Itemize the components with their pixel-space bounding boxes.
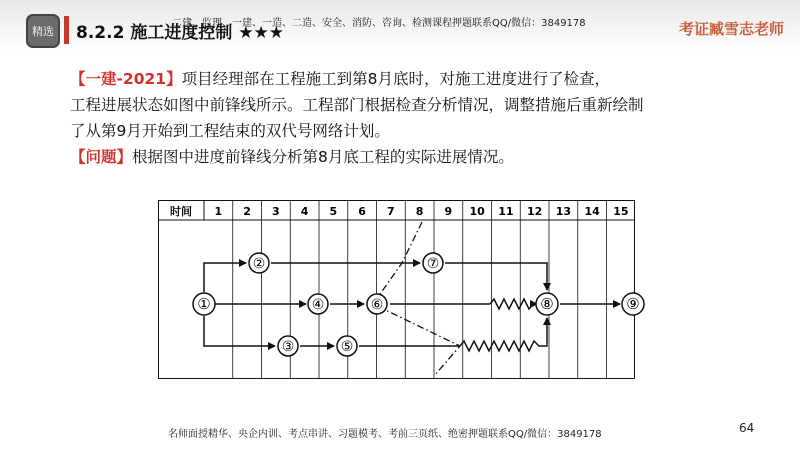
question-tag: 【一建-2021】 <box>70 70 182 88</box>
logo-text: 精选 <box>32 25 54 38</box>
node-3-label: ③ <box>281 339 295 355</box>
month-label: 10 <box>469 205 485 218</box>
question-line-1 <box>70 66 760 92</box>
month-label: 3 <box>272 205 280 218</box>
node-7 <box>423 253 443 273</box>
node-1-label: ① <box>197 295 211 313</box>
node-6 <box>367 294 387 314</box>
node-9-label: ⑨ <box>626 295 640 313</box>
section-accent-bar <box>64 16 69 44</box>
problem-tag: 【问题】 <box>70 148 133 166</box>
month-label: 7 <box>387 205 395 218</box>
month-label: 8 <box>415 205 424 218</box>
teacher-brand: 考证臧雪志老师 <box>678 20 784 38</box>
question-line-2: 工程进展状态如图中前锋线所示。工程部门根据检查分析情况，调整措施后重新绘制 <box>70 96 644 114</box>
node-2-label: ② <box>252 256 266 272</box>
node-8-label: ⑧ <box>540 295 554 313</box>
problem-text: 根据图中进度前锋线分析第8月底工程的实际进展情况。 <box>132 148 514 166</box>
node-8 <box>536 293 558 315</box>
month-label: 2 <box>243 205 251 218</box>
month-label: 1 <box>214 205 223 218</box>
month-label: 12 <box>526 205 543 218</box>
problem-line <box>70 144 760 170</box>
month-label: 13 <box>555 205 572 218</box>
node-3 <box>278 336 298 356</box>
node-1 <box>193 293 215 315</box>
footer-contact-text: 名师面授精华、央企内训、考点串讲、习题模考、考前三页纸、绝密押题联系QQ/微信：3849178 <box>168 429 602 440</box>
month-label: 4 <box>300 205 309 218</box>
month-label: 14 <box>584 205 600 218</box>
question-line-3: 了从第9月开始到工程结束的双代号网络计划。 <box>70 122 390 140</box>
section-title: 8.2.2 施工进度控制 ★★★ <box>76 23 284 43</box>
node-5 <box>337 336 357 356</box>
node-6-label: ⑥ <box>370 297 384 313</box>
network-diagram <box>158 200 638 380</box>
month-label: 9 <box>444 205 453 218</box>
node-9 <box>622 293 644 315</box>
node-4 <box>308 294 328 314</box>
month-label: 11 <box>498 205 514 218</box>
page-number: 64 <box>739 421 755 435</box>
month-label: 6 <box>358 205 366 218</box>
top-contact-text: 二建、监理、一建、一造、二造、安全、消防、咨询、检测课程押题联系QQ/微信：3849178 <box>172 18 586 29</box>
time-header-label: 时间 <box>170 205 192 218</box>
month-label: 15 <box>613 205 629 218</box>
node-7-label: ⑦ <box>426 256 440 272</box>
jingxuan-logo <box>26 14 60 48</box>
node-4-label: ④ <box>311 297 325 313</box>
diagram-frame <box>159 201 635 379</box>
month-labels <box>215 205 629 218</box>
node-5-label: ⑤ <box>340 339 354 355</box>
question-line-1-text: 项目经理部在工程施工到第8月底时，对施工进度进行了检查， <box>181 70 610 88</box>
node-2 <box>249 253 269 273</box>
question-block <box>70 66 760 170</box>
month-label: 5 <box>329 205 338 218</box>
